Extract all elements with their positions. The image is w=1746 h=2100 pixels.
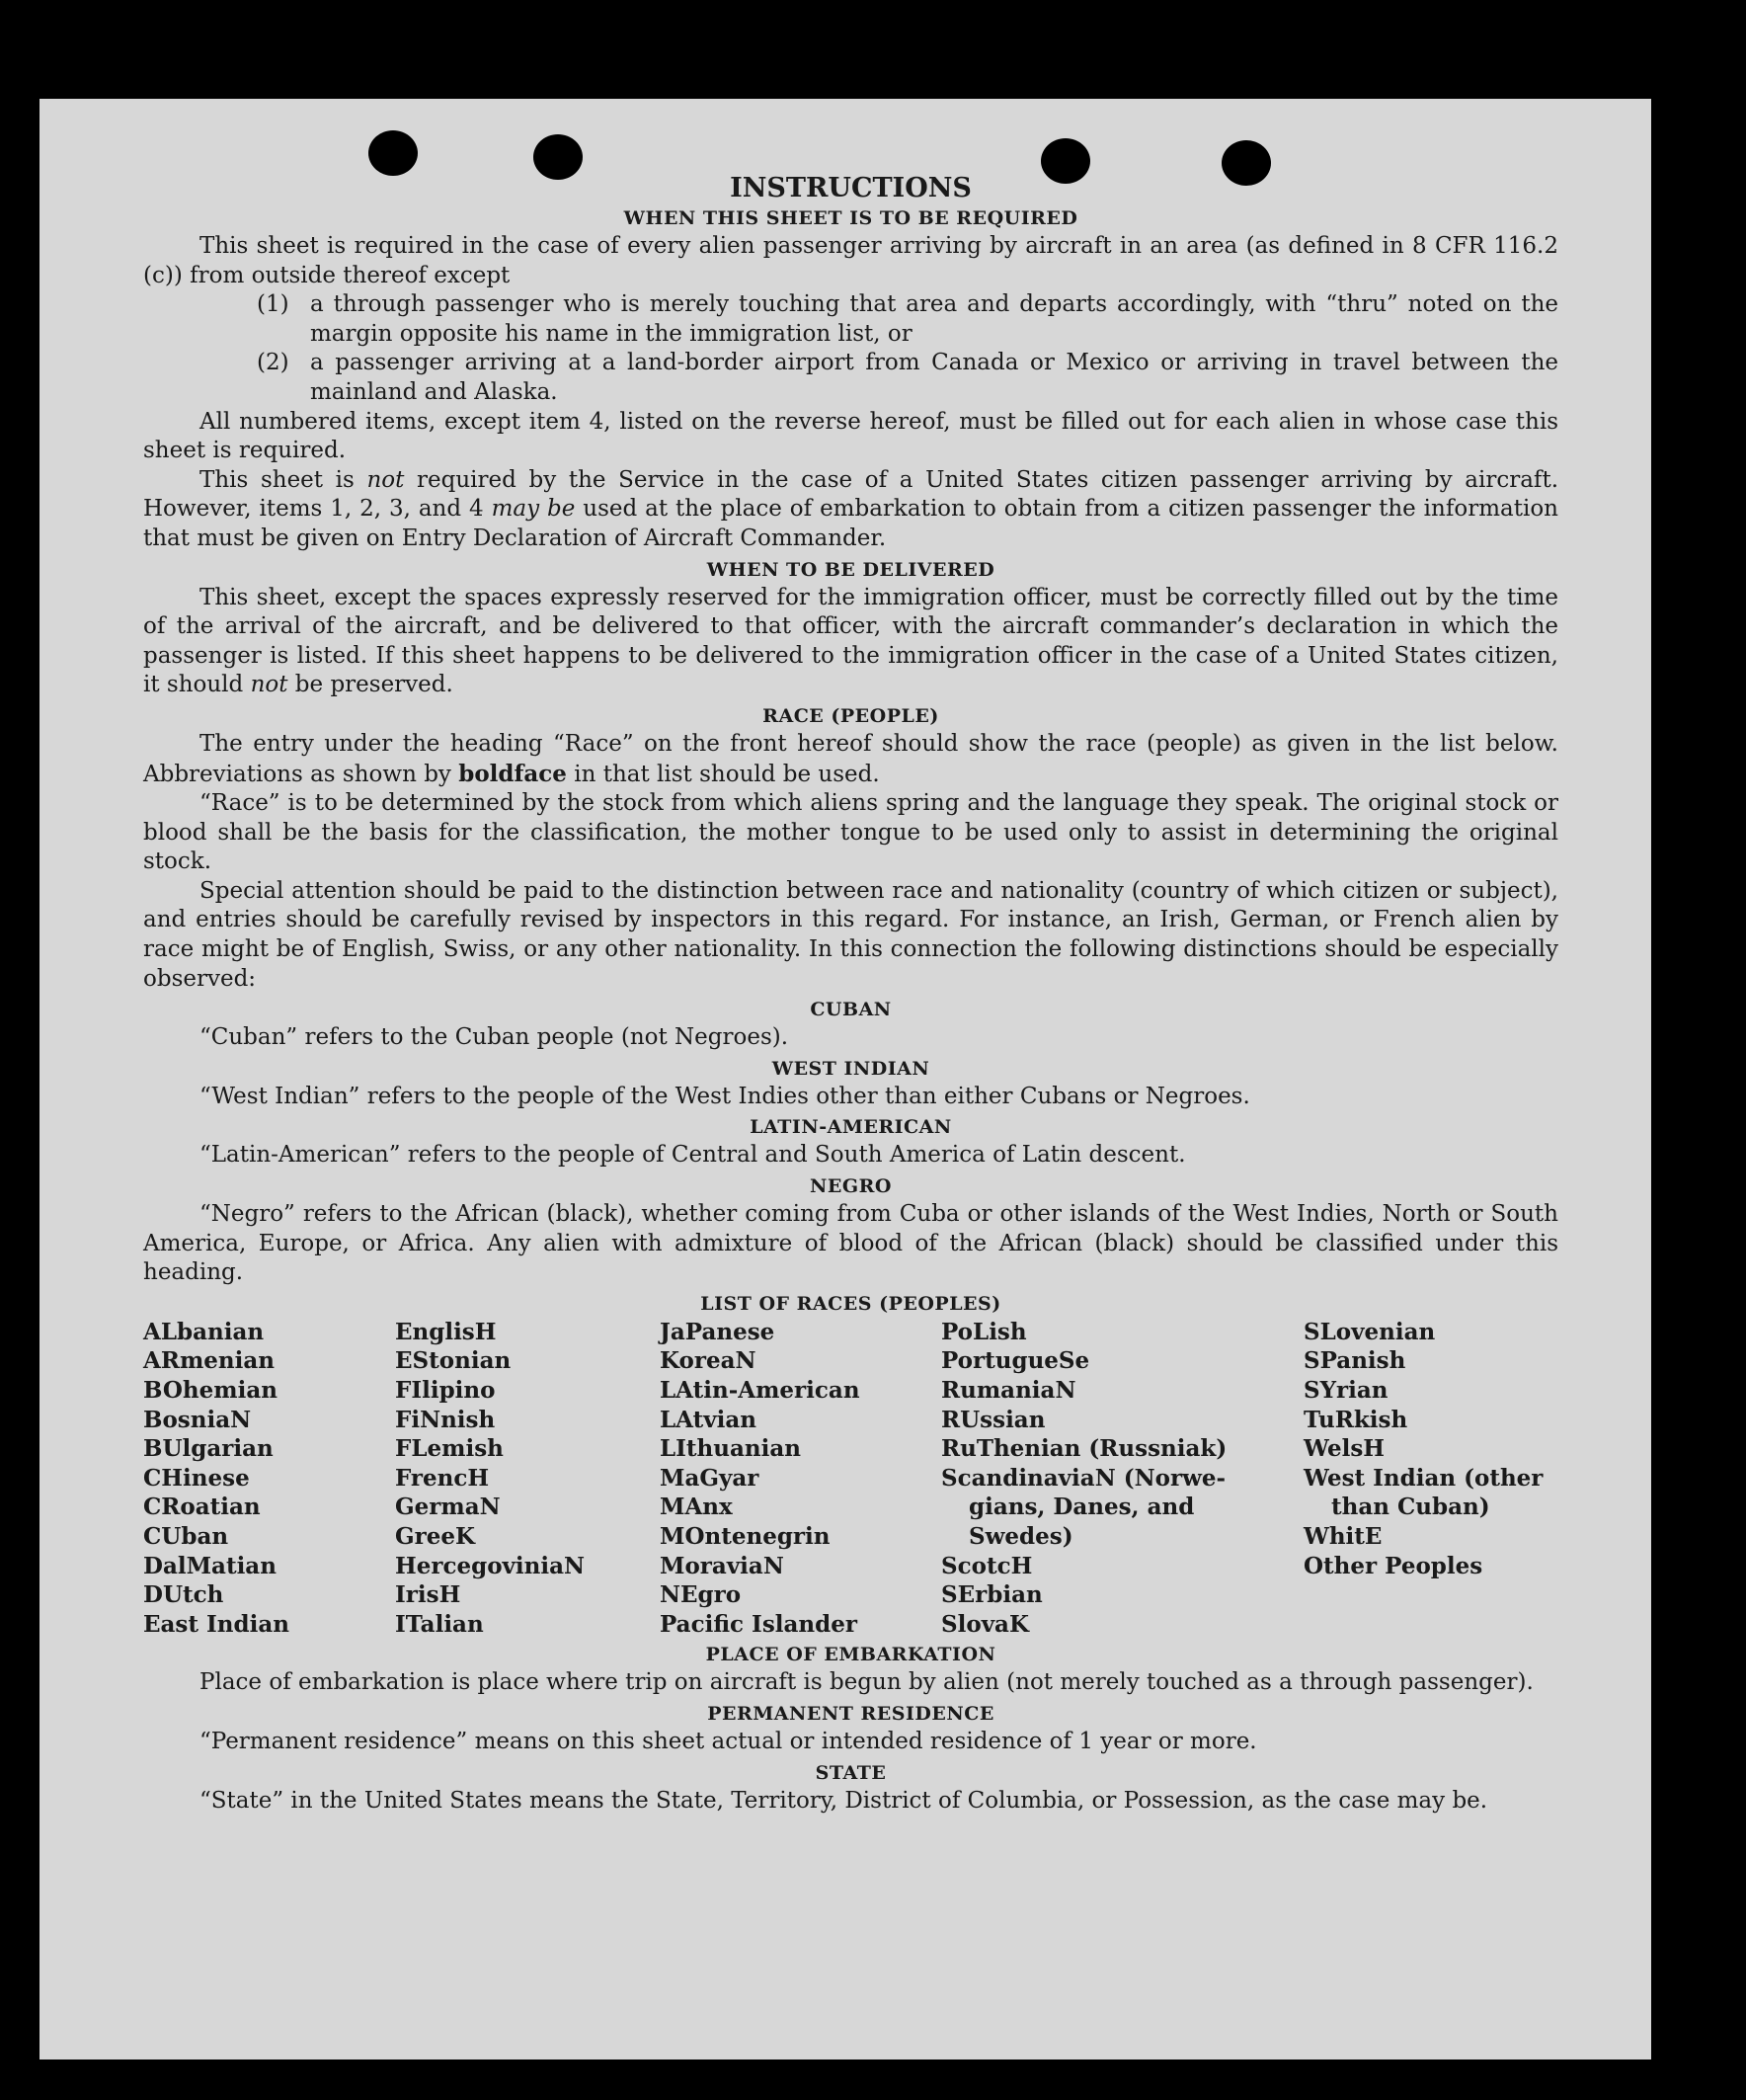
race-entry: MOntenegrin xyxy=(660,1522,831,1550)
race-entry: WelsH xyxy=(1304,1435,1386,1463)
race-entry: Swedes) xyxy=(969,1522,1073,1550)
text-run-italic: not xyxy=(366,466,405,493)
paragraph xyxy=(143,584,1558,700)
race-entry: RuThenian (Russniak) xyxy=(941,1435,1228,1463)
race-entry: LAtin-American xyxy=(660,1377,860,1404)
race-entry: SYrian xyxy=(1304,1377,1389,1404)
race-entry: ITalian xyxy=(395,1610,484,1638)
heading-state: STATE xyxy=(815,1761,887,1784)
race-entry: RumaniaN xyxy=(941,1377,1076,1404)
paragraph: All numbered items, except item 4, listed on the reverse hereof, must be filled out for each alien in whose case this sheet is required. xyxy=(143,408,1558,464)
race-entry: BosniaN xyxy=(143,1406,252,1433)
race-entry: WhitE xyxy=(1304,1522,1383,1550)
race-entry: DUtch xyxy=(143,1581,224,1609)
text-run: required by the Service in the case of a United States citizen passenger arriving by aircraft. However, items 1, 2, 3, and 4 xyxy=(143,466,1558,523)
text-run: This sheet is xyxy=(199,466,367,493)
race-entry: NEgro xyxy=(660,1581,742,1609)
heading-when-delivered: WHEN TO BE DELIVERED xyxy=(706,558,995,581)
race-entry: Other Peoples xyxy=(1304,1552,1483,1579)
page-title: INSTRUCTIONS xyxy=(730,173,972,203)
race-entry: GermaN xyxy=(395,1494,501,1521)
paragraph: Special attention should be paid to the distinction between race and nationality (country of which citizen or subject), and entries should be carefully revised by inspectors in this regard. For instance, an Irish, German, or French alien by race might be of English, Swiss, or any other nationality. In this connection the following distinctions should be especially observed: xyxy=(143,877,1558,992)
heading-cuban: CUBAN xyxy=(810,999,892,1021)
race-entry: EnglisH xyxy=(395,1318,497,1345)
race-entry: RUssian xyxy=(941,1406,1046,1433)
heading-place-of-embarkation: PLACE OF EMBARKATION xyxy=(705,1644,996,1666)
document-page xyxy=(40,99,1651,2060)
paragraph xyxy=(143,730,1558,789)
text-run-italic: may be xyxy=(491,496,576,523)
paragraph: “Race” is to be determined by the stock from which aliens spring and the language they speak. The original stock or blood shall be the basis for the classification, the mother tongue to be used only to assist in determining the original stock. xyxy=(143,790,1558,875)
race-entry: CUban xyxy=(143,1522,229,1550)
heading-when-required: WHEN THIS SHEET IS TO BE REQUIRED xyxy=(623,207,1078,229)
text-run: be preserved. xyxy=(287,672,453,698)
punch-hole xyxy=(368,130,418,176)
race-entry: SErbian xyxy=(941,1581,1043,1609)
race-entry: gians, Danes, and xyxy=(969,1494,1195,1521)
enum-number: (2) xyxy=(257,350,289,376)
race-entry: SlovaK xyxy=(941,1610,1029,1638)
paragraph xyxy=(143,466,1558,554)
race-entry: ARmenian xyxy=(143,1347,276,1375)
paragraph: “Negro” refers to the African (black), whether coming from Cuba or other islands of the West Indies, North or South America, Europe, or Africa. Any alien with admixture of blood of the African (black) should be classified under this heading. xyxy=(143,1201,1558,1286)
text-run-bold: boldface xyxy=(458,760,567,787)
race-entry: CRoatian xyxy=(143,1494,261,1521)
races-column xyxy=(1304,1318,1558,1640)
text-run: in that list should be used. xyxy=(566,761,880,787)
races-column xyxy=(395,1318,660,1640)
paragraph: Place of embarkation is place where trip on aircraft is begun by alien (not merely touched as a through passenger). xyxy=(199,1669,1534,1696)
race-entry: FIlipino xyxy=(395,1377,496,1404)
race-entry: HercegoviniaN xyxy=(395,1552,586,1579)
heading-west-indian: WEST INDIAN xyxy=(771,1057,930,1080)
race-entry: Pacific Islander xyxy=(660,1610,857,1638)
paragraph: This sheet is required in the case of every alien passenger arriving by aircraft in an area (as defined in 8 CFR 116.2 (c)) from outside thereof except xyxy=(143,233,1558,288)
heading-race: RACE (PEOPLE) xyxy=(762,704,939,727)
enum-item xyxy=(257,349,1558,407)
enum-text: a through passenger who is merely touching that area and departs accordingly, with “thru” noted on the margin opposite his name in the immigration list, or xyxy=(310,291,1558,347)
race-entry: FiNnish xyxy=(395,1406,496,1433)
race-entry: West Indian (other xyxy=(1304,1464,1544,1492)
race-entry: East Indian xyxy=(143,1610,289,1638)
race-entry: LIthuanian xyxy=(660,1435,801,1463)
enum-item xyxy=(257,290,1558,349)
heading-latin-american: LATIN-AMERICAN xyxy=(750,1116,952,1139)
text-run: used at the place of embarkation to obtain from a citizen passenger the information that must be given on Entry Declaration of Aircraft Commander. xyxy=(143,496,1558,551)
paragraph: “State” in the United States means the State, Territory, District of Columbia, or Possession, as the case may be. xyxy=(199,1787,1488,1814)
races-column xyxy=(143,1318,395,1640)
race-entry: EStonian xyxy=(395,1347,512,1375)
heading-permanent-residence: PERMANENT RESIDENCE xyxy=(707,1702,994,1725)
race-entry: ScotcH xyxy=(941,1552,1033,1579)
race-entry: BOhemian xyxy=(143,1377,278,1404)
race-entry: PortugueSe xyxy=(941,1347,1090,1375)
race-entry: GreeK xyxy=(395,1522,476,1550)
race-entry: MAnx xyxy=(660,1494,733,1521)
heading-negro: NEGRO xyxy=(810,1175,892,1198)
race-entry: FLemish xyxy=(395,1435,504,1463)
race-entry: BUlgarian xyxy=(143,1435,274,1463)
race-entry: PoLish xyxy=(941,1318,1027,1345)
text-run: This sheet, except the spaces expressly reserved for the immigration officer, must be correctly filled out by the time of the arrival of the aircraft, and be delivered to that officer, with the aircraft commander’s declaration in which the passenger is listed. If this sheet happens to be delivered to the immigration officer in the case of a United States citizen, it should xyxy=(143,584,1558,698)
race-entry: TuRkish xyxy=(1304,1406,1408,1433)
races-column xyxy=(941,1318,1304,1640)
race-entry: MoraviaN xyxy=(660,1552,784,1579)
race-entry: JaPanese xyxy=(660,1318,775,1345)
race-entry: MaGyar xyxy=(660,1464,759,1492)
race-entry: SPanish xyxy=(1304,1347,1406,1375)
race-entry: SLovenian xyxy=(1304,1318,1436,1345)
race-entry: ScandinaviaN (Norwe- xyxy=(941,1464,1227,1492)
heading-list-of-races: LIST OF RACES (PEOPLES) xyxy=(700,1292,1001,1315)
text-run-italic: not xyxy=(250,672,288,698)
paragraph: “Cuban” refers to the Cuban people (not Negroes). xyxy=(199,1024,789,1051)
text-run: The entry under the heading “Race” on the front hereof should show the race (people) as given in the list below. Abbreviations as shown by xyxy=(143,730,1558,787)
enum-number: (1) xyxy=(257,291,289,318)
enum-text: a passenger arriving at a land-border airport from Canada or Mexico or arriving in travel between the mainland and Alaska. xyxy=(310,350,1558,405)
race-entry: KoreaN xyxy=(660,1347,756,1375)
races-list xyxy=(143,1318,1558,1640)
race-entry: CHinese xyxy=(143,1464,250,1492)
race-entry: IrisH xyxy=(395,1581,461,1609)
race-entry: FrencH xyxy=(395,1464,490,1492)
race-entry: ALbanian xyxy=(143,1318,265,1345)
race-entry: than Cuban) xyxy=(1331,1494,1490,1521)
paragraph: “Permanent residence” means on this sheet actual or intended residence of 1 year or more. xyxy=(199,1728,1257,1754)
paragraph: “West Indian” refers to the people of the West Indies other than either Cubans or Negroes. xyxy=(199,1083,1250,1109)
races-column xyxy=(660,1318,941,1640)
paragraph: “Latin-American” refers to the people of Central and South America of Latin descent. xyxy=(199,1142,1186,1169)
instructions-content xyxy=(143,172,1558,1816)
race-entry: LAtvian xyxy=(660,1406,756,1433)
race-entry: DalMatian xyxy=(143,1552,277,1579)
